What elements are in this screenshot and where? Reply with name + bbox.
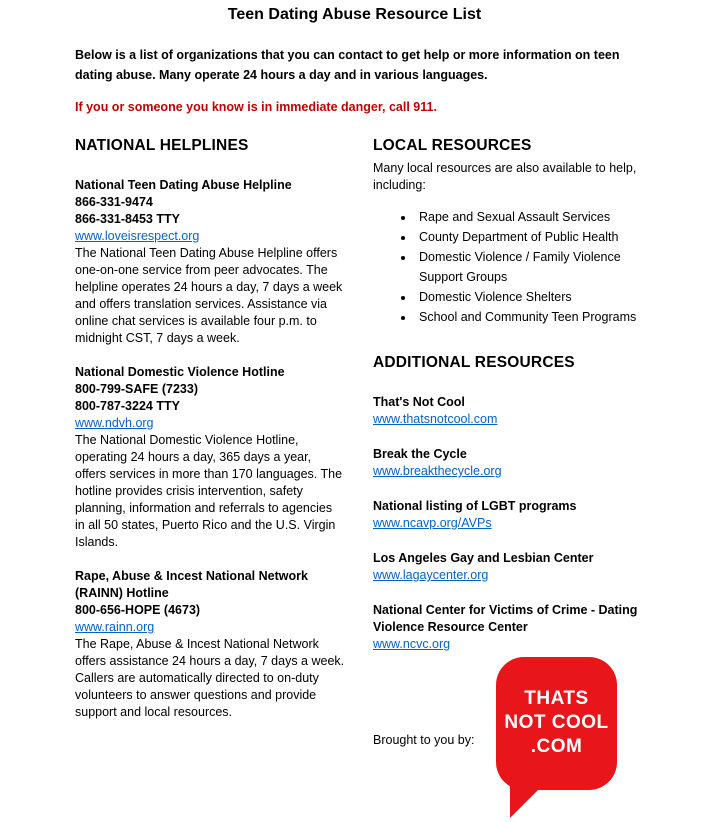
entry-phone: 800-799-SAFE (7233): [75, 382, 198, 396]
entry-title-block: [75, 568, 345, 619]
resource-entry-lagaycenter: [373, 550, 649, 584]
resource-link[interactable]: www.breakthecycle.org: [373, 464, 502, 478]
national-helplines-heading: NATIONAL HELPLINES: [75, 137, 249, 154]
entry-org-name: Rape, Abuse & Incest National Network (RAINN) Hotline: [75, 569, 308, 600]
additional-resources-heading: ADDITIONAL RESOURCES: [373, 354, 575, 371]
entry-title-block: [75, 364, 345, 415]
entry-link[interactable]: www.ndvh.org: [75, 416, 154, 430]
helpline-entry-ndvh: [75, 364, 345, 551]
logo-line-1: THATS: [524, 688, 589, 709]
page-title: Teen Dating Abuse Resource List: [227, 6, 482, 23]
list-item: • Domestic Violence / Family Violence Support Groups: [415, 247, 649, 287]
local-resources-heading: LOCAL RESOURCES: [373, 137, 532, 154]
resource-link[interactable]: www.thatsnotcool.com: [373, 412, 498, 426]
resource-entry-ncvc: [373, 602, 649, 653]
resource-title: Los Angeles Gay and Lesbian Center: [373, 551, 594, 565]
resource-link[interactable]: www.lagaycenter.org: [373, 568, 489, 582]
resource-entry-thatsnotcool: [373, 394, 649, 428]
list-item: • Rape and Sexual Assault Services: [415, 207, 649, 227]
entry-description: The National Teen Dating Abuse Helpline offers one-on-one service from peer advocates. The helpline operates 24 hours a day, 7 days a week and offers translation services. Assistance via online chat services is available four p.m. to midnight CST, 7 days a week.: [75, 246, 343, 345]
resource-link[interactable]: www.ncvc.org: [373, 637, 451, 651]
entry-org-name: National Teen Dating Abuse Helpline: [75, 178, 292, 192]
resource-entry-breakthecycle: [373, 446, 649, 480]
resource-entry-ncavp: [373, 498, 649, 532]
logo-line-2: NOT COOL: [504, 712, 609, 733]
local-resources-intro: Many local resources are also available to help, including:: [373, 161, 637, 192]
entry-phone: 800-656-HOPE (4673): [75, 603, 201, 617]
intro-paragraph: Below is a list of organizations that you can contact to get help or more information on teen dating abuse. Many operate 24 hours a day and in various languages.: [75, 48, 620, 82]
resource-title: National Center for Victims of Crime - Dating Violence Resource Center: [373, 603, 638, 634]
entry-phone-tty: 800-787-3224 TTY: [75, 399, 180, 413]
entry-phone: 866-331-9474: [75, 195, 153, 209]
entry-title-block: [75, 177, 345, 228]
entry-description: The National Domestic Violence Hotline, operating 24 hours a day, 365 days a year, offers services in more than 170 languages. The hotline provides crisis intervention, safety planning, information and referrals to agencies in all 50 states, Puerto Rico and the U.S. Virgin Islands.: [75, 433, 343, 549]
helpline-entry-rainn: [75, 568, 345, 721]
helpline-entry-loveisrespect: [75, 177, 345, 347]
resource-link[interactable]: www.ncavp.org/AVPs: [373, 516, 492, 530]
entry-description: The Rape, Abuse & Incest National Network offers assistance 24 hours a day, 7 days a week. Callers are automatically directed to on-duty volunteers to answer questions and provide support and local resources.: [75, 637, 345, 719]
list-item: • Domestic Violence Shelters: [415, 287, 649, 307]
left-column: [75, 137, 345, 738]
list-item: • County Department of Public Health: [415, 227, 649, 247]
entry-phone-tty: 866-331-8453 TTY: [75, 212, 180, 226]
logo-line-3: .COM: [530, 736, 583, 757]
list-item: • School and Community Teen Programs: [415, 307, 649, 327]
entry-link[interactable]: www.rainn.org: [75, 620, 155, 634]
entry-org-name: National Domestic Violence Hotline: [75, 365, 285, 379]
right-column: [373, 137, 649, 671]
entry-link[interactable]: www.loveisrespect.org: [75, 229, 200, 243]
local-resources-list: [373, 207, 649, 327]
brought-to-you-by-label: Brought to you by:: [373, 733, 475, 747]
resource-title: Break the Cycle: [373, 447, 467, 461]
resource-title: That's Not Cool: [373, 395, 465, 409]
additional-resources-section: [373, 354, 649, 653]
resource-title: National listing of LGBT programs: [373, 499, 577, 513]
emergency-warning: If you or someone you know is in immediate danger, call 911.: [75, 100, 437, 114]
thatsnotcool-logo: [496, 657, 617, 790]
